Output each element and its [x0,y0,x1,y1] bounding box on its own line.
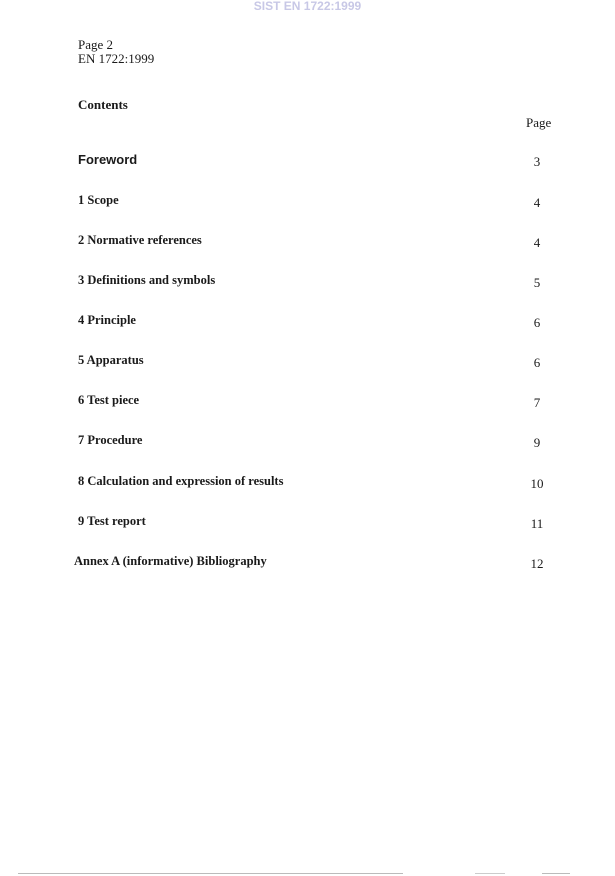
toc-entry[interactable] [0,433,615,449]
toc-entry-page: 7 [533,395,541,410]
toc-entry-title: 6 Test piece [78,393,140,407]
toc-entry-page: 6 [533,315,541,330]
toc-entry[interactable] [0,152,615,168]
page-header [78,38,154,66]
toc-entry[interactable] [0,393,615,409]
toc-entry-title: 9 Test report [78,514,146,528]
toc-entry-title: 8 Calculation and expression of results [78,474,284,488]
toc-entry[interactable] [0,313,615,329]
standard-id: EN 1722:1999 [78,51,155,66]
toc-entry-title: 1 Scope [78,193,119,207]
toc-entry[interactable] [0,514,615,530]
page-column-label: Page [526,115,552,130]
toc-entry-title: 5 Apparatus [78,353,144,367]
contents-heading: Contents [78,97,128,112]
toc-entry-title: 4 Principle [78,313,136,327]
toc-entry[interactable] [0,353,615,369]
toc-entry-page: 6 [533,355,541,370]
page-number: Page 2 [78,37,114,52]
watermark: SIST EN 1722:1999 [253,0,362,13]
toc-entry-page: 5 [533,275,541,290]
toc-entry-title: Foreword [78,152,138,167]
scan-edge-line [18,873,403,874]
toc-entry-page: 4 [533,195,541,210]
toc-entry-title: 7 Procedure [78,433,143,447]
scan-edge-line [475,873,505,874]
toc-entry-page: 3 [533,154,541,169]
toc-entry-page: 9 [533,435,541,450]
toc-entry[interactable] [0,233,615,249]
toc-entry-title: 2 Normative references [78,233,202,247]
toc-entry-page: 11 [530,516,544,531]
toc-entry-title: Annex A (informative) Bibliography [74,554,267,568]
toc-entry-page: 12 [530,556,544,571]
scan-edge-line [542,873,570,874]
toc-entry[interactable] [0,554,615,570]
toc-entry[interactable] [0,273,615,289]
toc-entry[interactable] [0,474,615,490]
toc-entry-page: 10 [530,476,544,491]
toc-entry-page: 4 [533,235,541,250]
toc-entry-title: 3 Definitions and symbols [78,273,216,287]
toc-entry[interactable] [0,193,615,209]
